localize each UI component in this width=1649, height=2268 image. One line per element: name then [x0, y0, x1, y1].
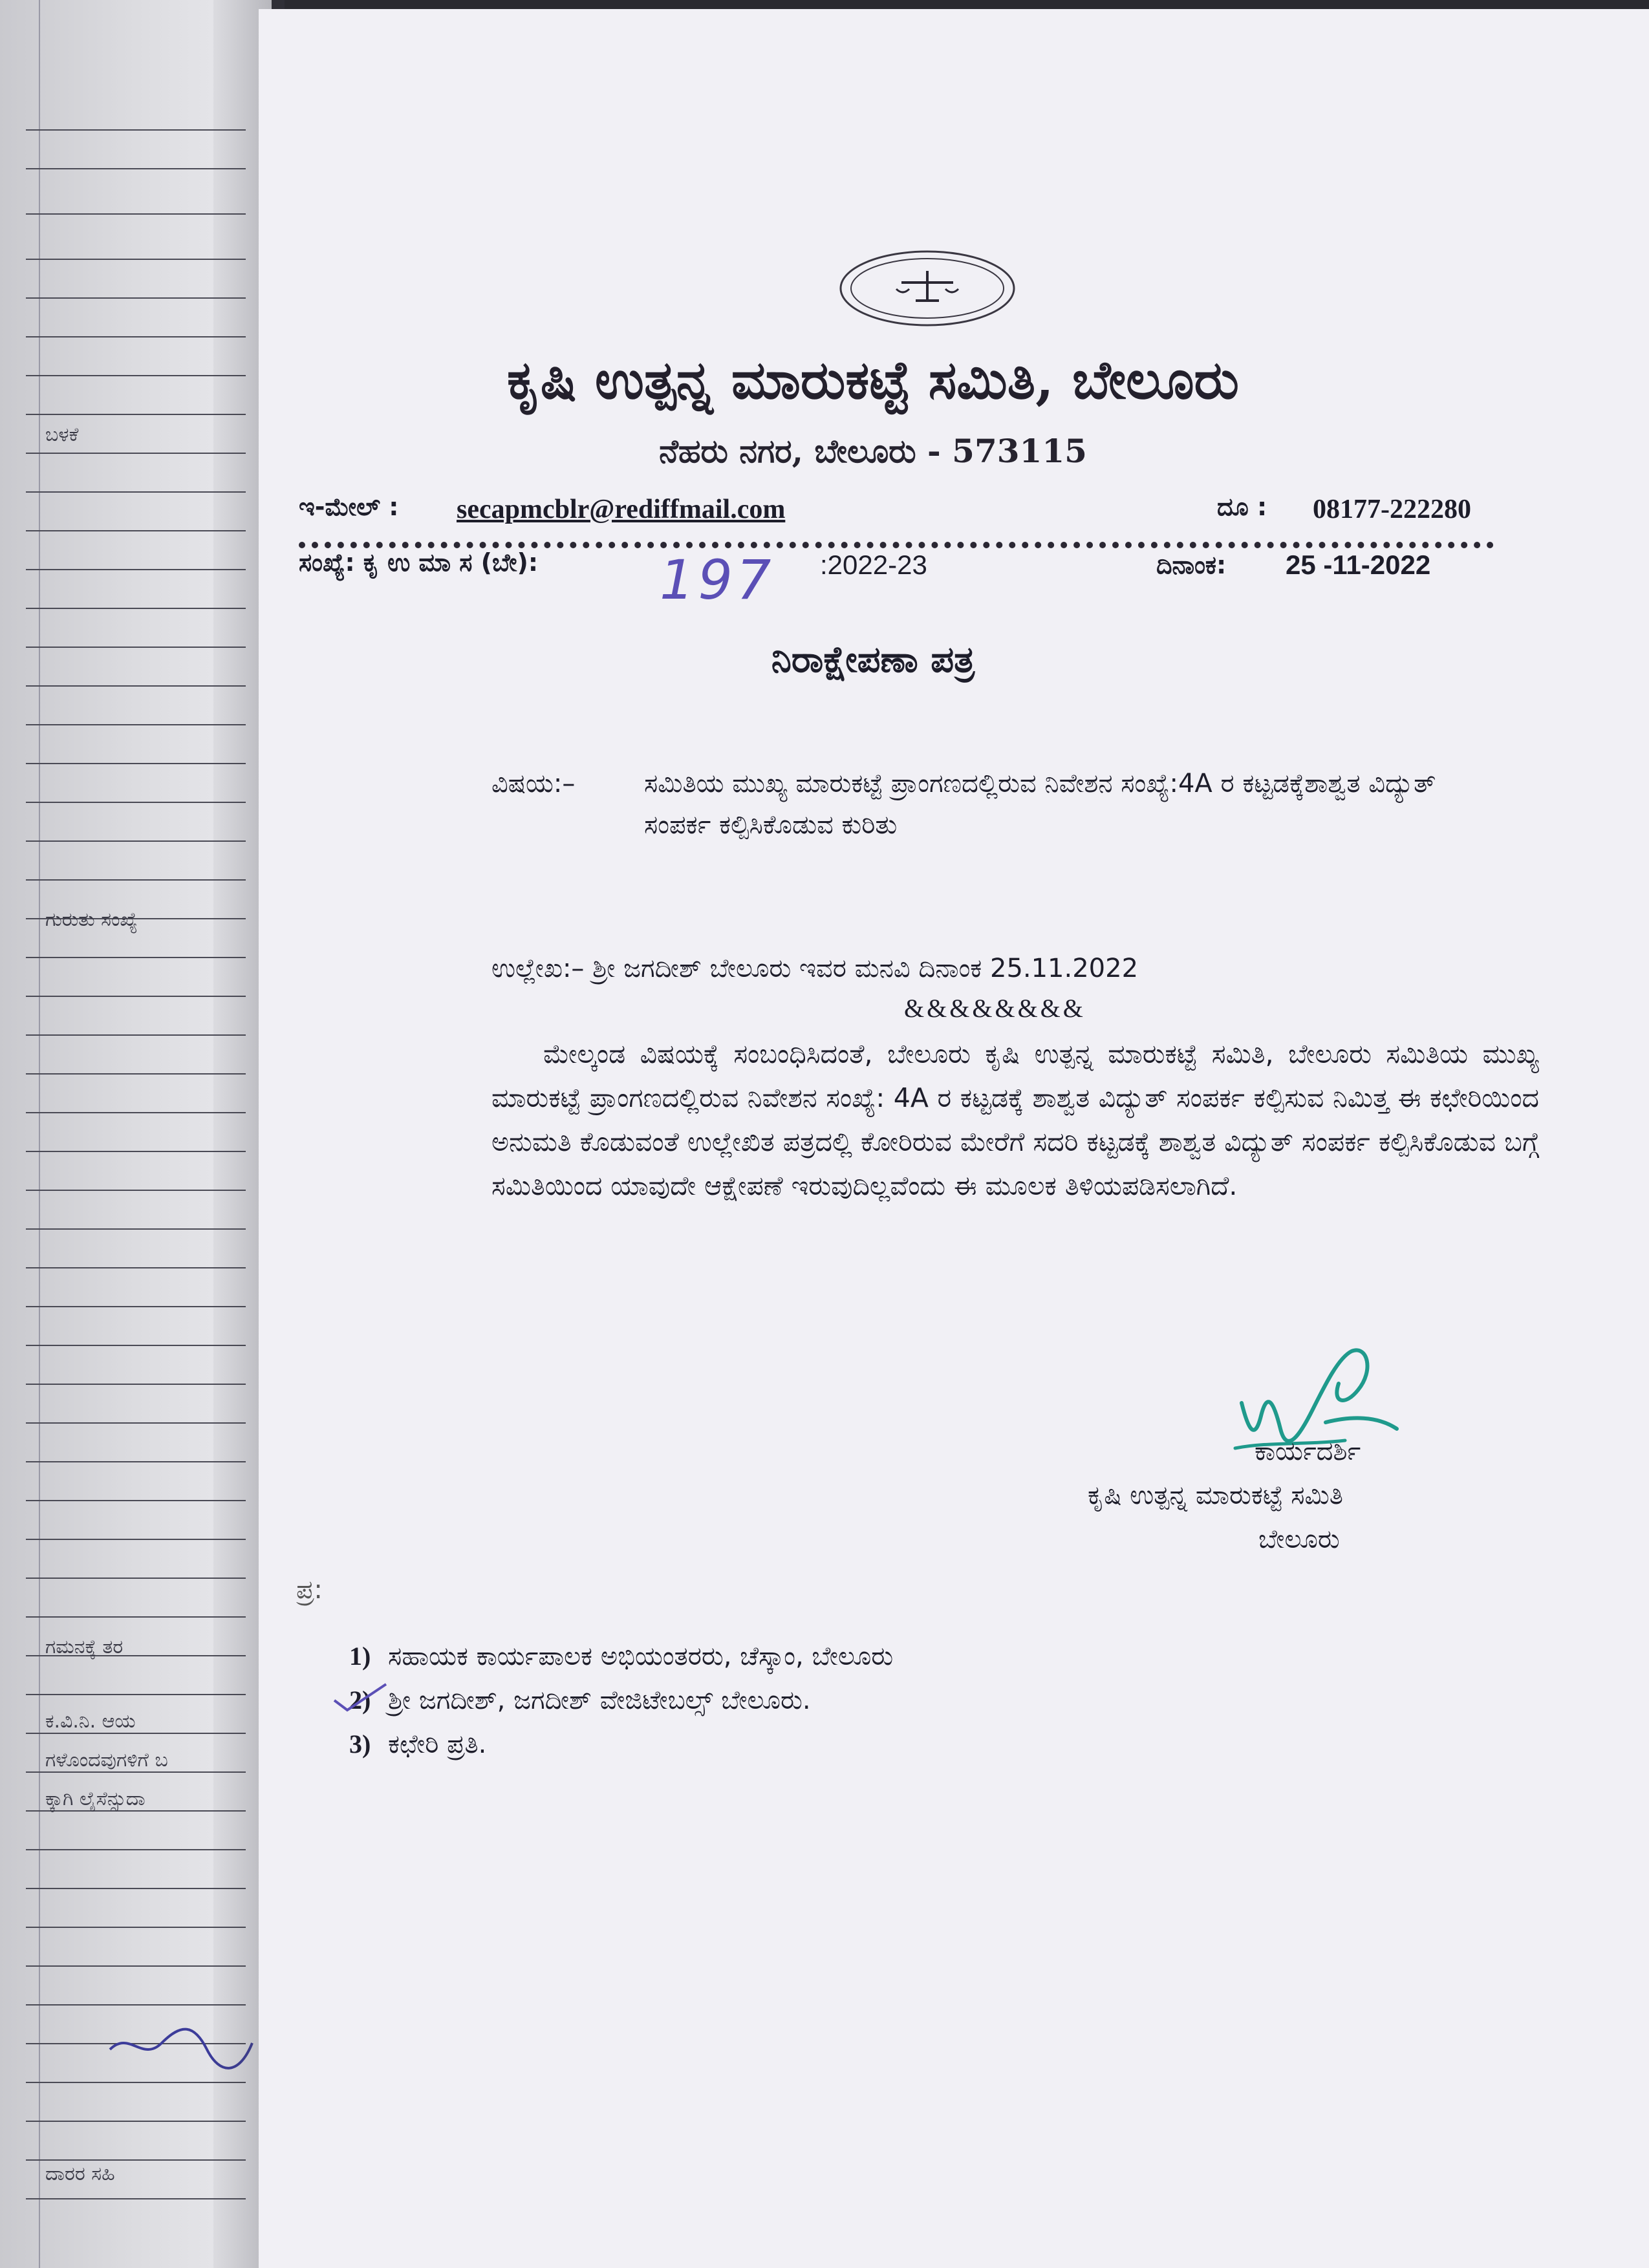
date-label: ದಿನಾಂಕ:: [1156, 551, 1227, 579]
register-fragment: ಗುರುತು ಸಂಖ್ಯೆ: [45, 908, 138, 931]
register-rule: [26, 996, 246, 997]
signatory-organisation: ಕೃಷಿ ಉತ್ಪನ್ನ ಮಾರುಕಟ್ಟೆ ಸಮಿತಿ: [1088, 1481, 1343, 1510]
register-rule: [26, 1034, 246, 1036]
register-rule: [26, 297, 246, 299]
register-rule: [26, 763, 246, 764]
committee-address: ನೆಹರು ನಗರ, ಬೇಲೂರು - 573115: [659, 432, 1087, 470]
list-item: [349, 1678, 893, 1722]
register-fragment: ಕ್ಕಾಗಿ ಲೈಸೆನ್ಸುದಾ: [45, 1788, 146, 1810]
register-rule: [26, 1151, 246, 1152]
register-rule: [26, 1965, 246, 1967]
register-rule: [26, 1539, 246, 1540]
register-rule: [26, 2198, 246, 2199]
register-rule: [26, 685, 246, 687]
register-fragment: ಗಳೊಂದವುಗಳಿಗೆ ಬ: [45, 1749, 168, 1771]
register-rule: [26, 1927, 246, 1928]
register-rule: [26, 2121, 246, 2122]
email-label: ಇ-ಮೇಲ್ :: [299, 493, 399, 521]
list-item-number: 2): [349, 1685, 371, 1715]
register-rule: [26, 1500, 246, 1501]
register-rule: [26, 1810, 246, 1812]
signatory-place: ಬೇಲೂರು: [1258, 1524, 1340, 1554]
register-rule: [26, 491, 246, 493]
reference-number-label: ಸಂಖ್ಯೆ: ಕೃ ಉ ಮಾ ಸ (ಬೇ):: [299, 548, 539, 577]
register-rule: [26, 2159, 246, 2161]
register-rule: [26, 530, 246, 531]
register-rule: [26, 1267, 246, 1268]
register-rule: [26, 724, 246, 725]
register-rule: [26, 1345, 246, 1346]
letter-date: 25 -11-2022: [1286, 550, 1431, 580]
reference-year: :2022-23: [820, 550, 927, 580]
register-fragment: ಬಳಕೆ: [45, 423, 79, 446]
register-rule: [26, 1228, 246, 1230]
subject-text: ಸಮಿತಿಯ ಮುಖ್ಯ ಮಾರುಕಟ್ಟೆ ಪ್ರಾಂಗಣದಲ್ಲಿರುವ ನಿವೇಶನ ಸಂಖ್ಯೆ:4A ರ ಕಟ್ಟಡಕ್ಕೆಶಾಶ್ವತ ವಿದ್ಯುತ್ ಸಂಪರ್ಕ ಕಲ್ಪಿಸಿಕೊಡುವ ಕುರಿತು: [644, 769, 1436, 840]
committee-seal-logo: [838, 249, 1017, 328]
register-rule: [26, 375, 246, 376]
letter-body-paragraph: ಮೇಲ್ಕಂಡ ವಿಷಯಕ್ಕೆ ಸಂಬಂಧಿಸಿದಂತೆ, ಬೇಲೂರು ಕೃಷಿ ಉತ್ಪನ್ನ ಮಾರುಕಟ್ಟೆ ಸಮಿತಿ, ಬೇಲೂರು ಸಮಿತಿಯ ಮುಖ್ಯ ಮಾರುಕಟ್ಟೆ ಪ್ರಾಂಗಣದಲ್ಲಿರುವ ನಿವೇಶನ ಸಂಖ್ಯೆ: 4A ರ ಕಟ್ಟಡಕ್ಕೆ ಶಾಶ್ವತ ವಿದ್ಯುತ್ ಸಂಪರ್ಕ ಕಲ್ಪಿಸುವ ನಿಮಿತ್ತ ಈ ಕಛೇರಿಯಿಂದ ಅನುಮತಿ ಕೊಡುವಂತೆ ಉಲ್ಲೇಖಿತ ಪತ್ರದಲ್ಲಿ ಕೋರಿರುವ ಮೇರೆಗೆ ಸದರಿ ಕಟ್ಟಡಕ್ಕೆ ಶಾಶ್ವತ ವಿದ್ಯುತ್ ಸಂಪರ್ಕ ಕಲ್ಪಿಸಿಕೊಡುವ ಬಗ್ಗೆ ಸಮಿತಿಯಿಂದ ಯಾವುದೇ ಆಕ್ಷೇಪಣೆ ಇರುವುದಿಲ್ಲವೆಂದು ಈ ಮೂಲಕ ತಿಳಿಯಪಡಿಸಲಾಗಿದೆ.: [491, 1038, 1539, 1201]
signatory-title: ಕಾರ್ಯದರ್ಶಿ: [1255, 1437, 1361, 1466]
register-rule: [26, 608, 246, 609]
register-rule: [26, 259, 246, 260]
email-address: secapmcblr@rediffmail.com: [457, 495, 786, 524]
register-rule: [26, 453, 246, 454]
register-rule: [26, 879, 246, 881]
register-rule: [26, 1306, 246, 1307]
register-rule: [26, 802, 246, 803]
register-rule: [26, 1384, 246, 1385]
register-rule: [26, 213, 246, 215]
register-rule: [26, 1112, 246, 1113]
register-rule: [26, 569, 246, 570]
list-item-text: ಶ್ರೀ ಜಗದೀಶ್, ಜಗದೀಶ್ ವೇಜಿಟೇಬಲ್ಸ್ ಬೇಲೂರು.: [388, 1685, 811, 1715]
list-item-number: 3): [349, 1729, 371, 1759]
register-rule: [26, 1733, 246, 1734]
list-item-text: ಸಹಾಯಕ ಕಾರ್ಯಪಾಲಕ ಅಭಿಯಂತರರು, ಚೆಸ್ಕಾಂ, ಬೇಲೂರು: [388, 1642, 894, 1671]
register-rule: [26, 336, 246, 337]
register-rule: [26, 1461, 246, 1462]
list-item: [349, 1634, 893, 1678]
register-fragment: ಕ.ವಿ.ನಿ. ಆಯ: [45, 1710, 136, 1733]
register-rule: [26, 1888, 246, 1889]
register-rule: [26, 1190, 246, 1191]
register-rule: [26, 1073, 246, 1075]
register-rule: [26, 1849, 246, 1850]
phone-number: 08177-222280: [1313, 495, 1471, 524]
register-rule: [26, 414, 246, 415]
register-rule: [26, 168, 246, 169]
register-rule: [26, 1578, 246, 1579]
header-dotted-divider: [299, 542, 1494, 548]
register-rule: [26, 957, 246, 958]
committee-title: ಕೃಷಿ ಉತ್ಪನ್ನ ಮಾರುಕಟ್ಟೆ ಸಮಿತಿ, ಬೇಲೂರು: [507, 349, 1239, 411]
register-rule: [26, 647, 246, 648]
list-item-number: 1): [349, 1642, 371, 1671]
subject-label: ವಿಷಯ:–: [491, 769, 576, 798]
register-fragment: ದಾರರ ಸಹಿ: [45, 2163, 115, 2185]
list-item-text: ಕಛೇರಿ ಪ್ರತಿ.: [388, 1729, 487, 1759]
letter-heading: ನಿರಾಕ್ಷೇಪಣಾ ಪತ್ರ: [771, 639, 975, 681]
copy-to-list: [349, 1634, 893, 1766]
register-rule: [26, 129, 246, 131]
handwritten-tick-mark: [331, 1681, 389, 1713]
reference-line: ಉಲ್ಲೇಖ:– ಶ್ರೀ ಜಗದೀಶ್ ಬೇಲೂರು ಇವರ ಮನವಿ ದಿನಾಂಕ 25.11.2022: [491, 954, 1139, 983]
register-rule: [26, 1694, 246, 1695]
reference-number-handwritten: 197: [660, 548, 775, 612]
register-fragment: ಗಮನಕ್ಕೆ ತರ: [45, 1636, 124, 1658]
register-rule: [26, 840, 246, 842]
copy-to-mark: ಪ್ರ:: [296, 1575, 323, 1605]
register-rule: [26, 1422, 246, 1424]
phone-label: ದೂ :: [1217, 493, 1267, 521]
list-item: [349, 1722, 893, 1766]
register-rule: [26, 1771, 246, 1773]
section-separator: &&&&&&&&: [904, 994, 1086, 1023]
register-rule: [26, 1616, 246, 1618]
